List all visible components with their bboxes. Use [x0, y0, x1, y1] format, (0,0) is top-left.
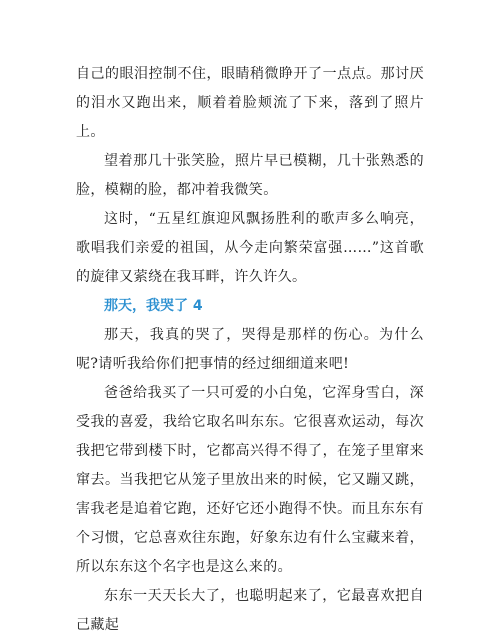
paragraph-photo: 望着那几十张笑脸，照片早已模糊，几十张熟悉的脸，模糊的脸，都冲着我微笑。: [76, 153, 424, 198]
section-title: 那天，我哭了 4: [104, 298, 203, 314]
paragraph-rabbit: 爸爸给我买了一只可爱的小白兔，它浑身雪白，深受我的喜爱，我给它取名叫东东。它很喜欢运动，每次我把它带到楼下时，它都高兴得不得了，在笼子里窜来窜去。当我把它从笼子里放出来的时候，它又蹦又跳，害我老是追着它跑，还好它还小跑得不快。而且东东有个习惯，它总喜欢往东跑，好象东边有什么宝藏来着，所以东东这个名字也是这么来的。: [76, 385, 424, 575]
paragraph-continued: 自己的眼泪控制不住，眼睛稍微睁开了一点点。那讨厌的泪水又跑出来，顺着着脸颊流了下来，落到了照片上。: [76, 66, 424, 140]
paragraph-song: 这时，“五星红旗迎风飘扬胜利的歌声多么响亮，歌唱我们亲爱的祖国，从今走向繁荣富强……”这首歌的旋律又萦绕在我耳畔，许久许久。: [76, 211, 424, 285]
document-body: [76, 60, 424, 640]
paragraph-intro: 那天，我真的哭了，哭得是那样的伤心。为什么呢?请听我给你们把事情的经过细细道来吧!: [76, 327, 424, 372]
paragraph-grown: 东东一天天长大了，也聪明起来了，它最喜欢把自己藏起: [76, 588, 424, 633]
